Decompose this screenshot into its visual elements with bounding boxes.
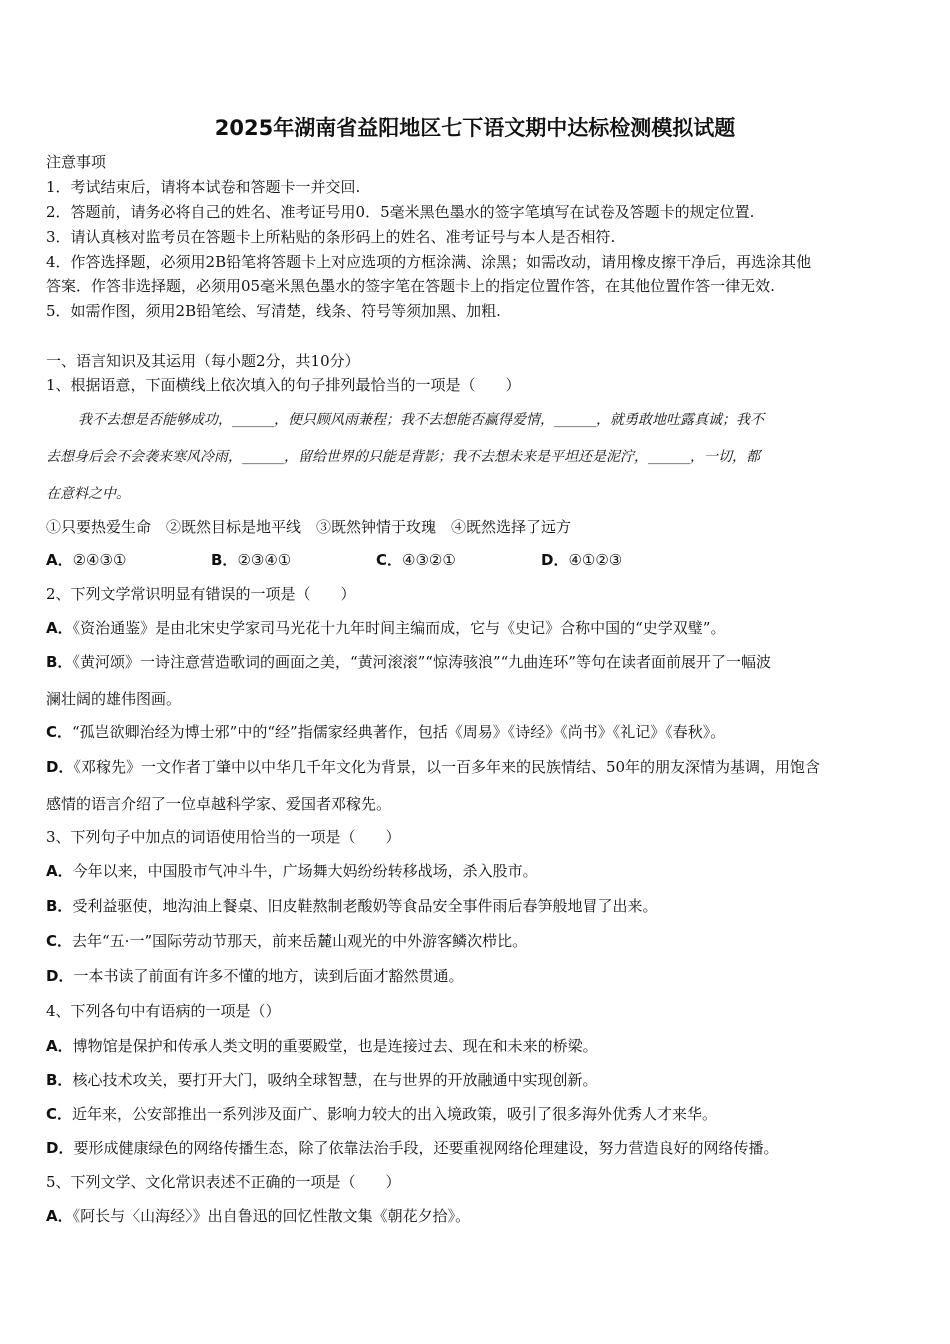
option-label: B．: [211, 551, 238, 569]
option-label: B．: [46, 653, 73, 671]
sentence-choices: ①只要热爱生命 ②既然目标是地平线 ③既然钟情于玫瑰 ④既然选择了远方: [46, 518, 572, 536]
option-label: A．: [46, 619, 73, 637]
option-label: D．: [46, 967, 74, 985]
option-text: 今年以来，中国股市气冲斗牛，广场舞大妈纷纷转移战场，杀入股市。: [72, 862, 538, 880]
option-label: C．: [46, 1105, 73, 1123]
option-text: “孤岂欲卿治经为博士邪”中的“经”指儒家经典著作，包括《周易》《诗经》《尚书》《礼记》《春秋》。: [72, 723, 726, 741]
notice-item: 答案．作答非选择题，必须用05毫米黑色墨水的签字笔在答题卡上的指定位置作答，在其他位置作答一律无效.: [46, 277, 775, 295]
option-label: C．: [46, 932, 73, 950]
option-text: 近年来，公安部推出一系列涉及面广、影响力较大的出入境政策，吸引了很多海外优秀人才来华。: [72, 1105, 718, 1123]
option-a[interactable]: [46, 550, 211, 570]
option-line[interactable]: [46, 1104, 717, 1124]
option-row: [46, 550, 622, 570]
section-heading: 一、语言知识及其运用（每小题2分，共10分）: [46, 352, 360, 370]
option-label: B．: [46, 1071, 73, 1089]
option-d[interactable]: [541, 550, 622, 570]
question-stem: 2、下列文学常识明显有错误的一项是（ ）: [46, 585, 356, 603]
option-line[interactable]: [46, 861, 538, 881]
option-label: A．: [46, 1037, 73, 1055]
option-c[interactable]: [376, 550, 541, 570]
option-line[interactable]: [46, 931, 527, 951]
option-line[interactable]: [46, 966, 463, 986]
option-line[interactable]: [46, 618, 725, 638]
option-text: 核心技术攻关，要打开大门，吸纳全球智慧，在与世界的开放融通中实现创新。: [72, 1071, 598, 1089]
option-line[interactable]: [46, 1070, 597, 1090]
option-label: B．: [46, 897, 73, 915]
notice-heading: 注意事项: [46, 153, 107, 171]
option-label: D．: [46, 1139, 74, 1157]
question-stem: 4、下列各句中有语病的一项是（）: [46, 1002, 281, 1020]
option-text: 《邓稼先》一文作者丁肇中以中华几千年文化为背景，以一百多年来的民族情结、50年的朋友深情为基调，用饱含: [73, 758, 821, 776]
option-label: C．: [46, 723, 73, 741]
option-line[interactable]: [46, 757, 820, 777]
option-label: A．: [46, 862, 73, 880]
option-text: ④③②①: [402, 551, 456, 569]
option-label: D．: [541, 551, 569, 569]
option-label: D．: [46, 758, 74, 776]
option-label: A．: [46, 551, 73, 569]
option-b[interactable]: [211, 550, 376, 570]
option-text: ②④③①: [72, 551, 127, 569]
notice-item: 3．请认真核对监考员在答题卡上所粘贴的条形码上的姓名、准考证号与本人是否相符.: [46, 228, 616, 246]
option-label: A．: [46, 1207, 73, 1225]
question-stem: 3、下列句子中加点的词语使用恰当的一项是（ ）: [46, 828, 401, 846]
option-line[interactable]: [46, 652, 771, 672]
option-text: 《黄河颂》一诗注意营造歌词的画面之美，“黄河滚滚”“惊涛骇浪”“九曲连环”等句在读者面前展开了一幅波: [72, 653, 771, 671]
passage-line: 在意料之中。: [46, 486, 130, 502]
option-label: C．: [376, 551, 403, 569]
option-text: 《阿长与〈山海经〉》出自鲁迅的回忆性散文集《朝花夕拾》。: [72, 1207, 471, 1225]
page-title: 2025年湖南省益阳地区七下语文期中达标检测模拟试题: [214, 116, 736, 140]
notice-item: 4．作答选择题，必须用2B铅笔将答题卡上对应选项的方框涂满、涂黑；如需改动，请用橡皮擦干净后，再选涂其他: [46, 253, 812, 271]
option-continuation: 澜壮阔的雄伟图画。: [46, 690, 182, 708]
passage-line: 去想身后会不会袭来寒风冷雨，______，留给世界的只能是背影；我不去想未来是平坦还是泥泞，______，一切，都: [46, 449, 760, 465]
option-text: 《资治通鉴》是由北宋史学家司马光花十九年时间主编而成，它与《史记》合称中国的“史学双璧”。: [72, 619, 726, 637]
option-line[interactable]: [46, 1206, 470, 1226]
option-line[interactable]: [46, 1036, 598, 1056]
passage-line: 我不去想是否能够成功，______，便只顾风雨兼程；我不去想能否赢得爱情，______，就勇敢地吐露真诚；我不: [78, 412, 764, 428]
option-continuation: 感情的语言介绍了一位卓越科学家、爱国者邓稼先。: [46, 795, 392, 813]
option-line[interactable]: [46, 722, 725, 742]
question-stem: 1、根据语意，下面横线上依次填入的句子排列最恰当的一项是（ ）: [46, 376, 521, 394]
notice-item: 5．如需作图，须用2B铅笔绘、写清楚，线条、符号等须加黑、加粗.: [46, 302, 501, 320]
option-text: 去年“五·一”国际劳动节那天，前来岳麓山观光的中外游客鳞次栉比。: [72, 932, 528, 950]
option-text: 受利益驱使，地沟油上餐桌、旧皮鞋熬制老酸奶等食品安全事件雨后春笋般地冒了出来。: [72, 897, 658, 915]
option-text: 要形成健康绿色的网络传播生态，除了依靠法治手段，还要重视网络伦理建设，努力营造良好的网络传播。: [73, 1139, 779, 1157]
option-text: 一本书读了前面有许多不懂的地方，读到后面才豁然贯通。: [73, 967, 464, 985]
option-text: ②③④①: [237, 551, 292, 569]
option-line[interactable]: [46, 1138, 778, 1158]
notice-item: 1．考试结束后，请将本试卷和答题卡一并交回.: [46, 178, 361, 196]
option-line[interactable]: [46, 896, 657, 916]
question-stem: 5、下列文学、文化常识表述不正确的一项是（ ）: [46, 1173, 401, 1191]
notice-item: 2．答题前，请务必将自己的姓名、准考证号用0．5毫米黑色墨水的签字笔填写在试卷及答题卡的规定位置.: [46, 203, 755, 221]
option-text: ④①②③: [568, 551, 623, 569]
option-text: 博物馆是保护和传承人类文明的重要殿堂，也是连接过去、现在和未来的桥梁。: [72, 1037, 598, 1055]
